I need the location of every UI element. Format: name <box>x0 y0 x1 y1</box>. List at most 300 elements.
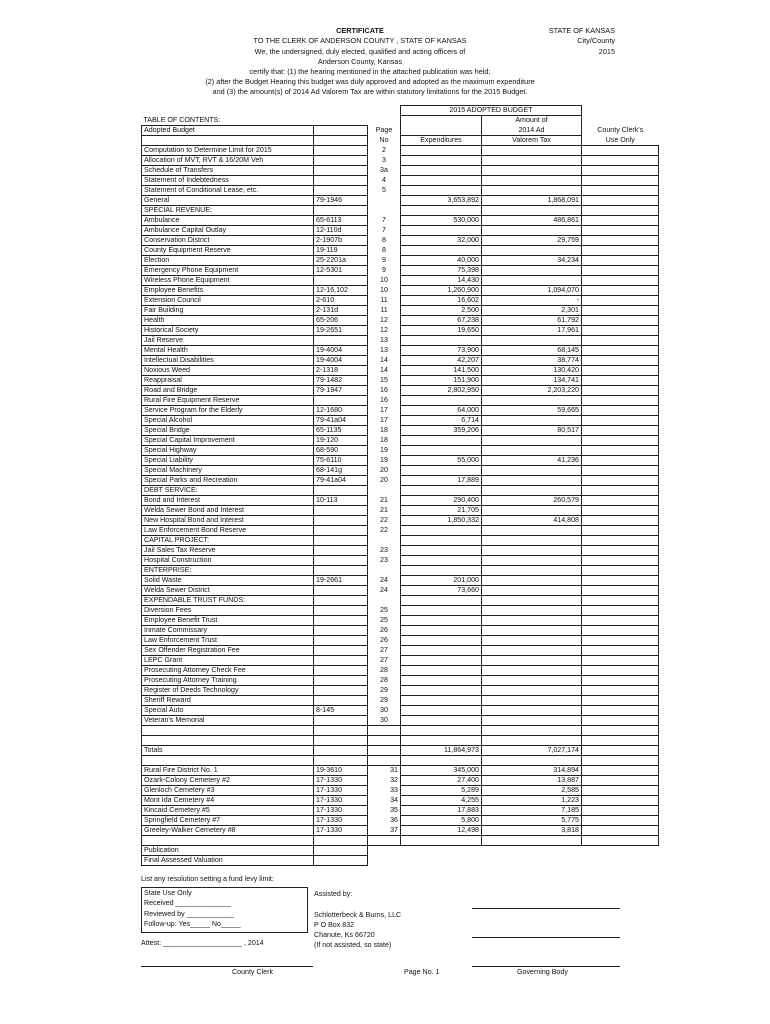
page-number: 14 <box>368 365 401 375</box>
tax-value <box>482 635 582 645</box>
expenditure-value <box>401 675 482 685</box>
expenditure-value <box>401 705 482 715</box>
tax-value: 17,961 <box>482 325 582 335</box>
page-number: 7 <box>368 215 401 225</box>
clerk-use-cell <box>582 535 659 545</box>
tax-value: 2,585 <box>482 785 582 795</box>
expenditure-value <box>401 145 482 155</box>
fund-name: Ambulance <box>142 215 314 225</box>
tax-value <box>482 565 582 575</box>
clerk-use-cell <box>582 495 659 505</box>
fund-name: Emergency Phone Equipment <box>142 265 314 275</box>
table-row <box>142 545 659 555</box>
statute-code: 17-1330 <box>314 785 368 795</box>
table-row <box>142 295 659 305</box>
tax-value <box>482 485 582 495</box>
assisted-line-1: Schlotterbeck & Burns, LLC <box>314 911 402 919</box>
statute-code: 17-1330 <box>314 825 368 835</box>
blank-cell <box>368 835 401 845</box>
blank-cell <box>482 755 582 765</box>
statute-code: 65-1135 <box>314 425 368 435</box>
expenditure-value: 2,500 <box>401 305 482 315</box>
page-number: 25 <box>368 615 401 625</box>
table-row <box>142 345 659 355</box>
clerk-use-cell <box>582 585 659 595</box>
table-row <box>142 265 659 275</box>
totals-page <box>368 745 401 755</box>
statute-code: 19-4004 <box>314 345 368 355</box>
fund-name: Health <box>142 315 314 325</box>
expenditure-value <box>401 445 482 455</box>
page-number: 10 <box>368 275 401 285</box>
expenditure-value: 2,802,950 <box>401 385 482 395</box>
clerk-use-cell <box>582 365 659 375</box>
table-row <box>142 425 659 435</box>
state-use-line-4: Follow-up: Yes_____ No_____ <box>144 920 241 928</box>
table-row <box>142 155 659 165</box>
statute-code <box>314 615 368 625</box>
clerk-use-cell <box>582 405 659 415</box>
expenditure-value: 5,800 <box>401 815 482 825</box>
statute-code: 25-2201a <box>314 255 368 265</box>
statute-code: 79-1947 <box>314 385 368 395</box>
tax-value <box>482 545 582 555</box>
expenditure-value <box>401 175 482 185</box>
expenditure-value: 73,660 <box>401 585 482 595</box>
page-number <box>368 485 401 495</box>
page-number <box>368 195 401 205</box>
statute-code: 65-6113 <box>314 215 368 225</box>
fund-name: Service Program for the Elderly <box>142 405 314 415</box>
page-number <box>368 535 401 545</box>
expenditure-value <box>401 595 482 605</box>
blank-cell <box>142 835 314 845</box>
tax-value <box>482 225 582 235</box>
tax-value <box>482 205 582 215</box>
expenditure-value <box>401 535 482 545</box>
expenditure-value <box>401 635 482 645</box>
table-row <box>142 515 659 525</box>
tax-value <box>482 155 582 165</box>
clerk-use-cell <box>582 685 659 695</box>
table-row <box>142 215 659 225</box>
statute-code: 2-1318 <box>314 365 368 375</box>
fund-name: Statement of Indebtedness <box>142 175 314 185</box>
tax-value <box>482 505 582 515</box>
statute-code <box>314 565 368 575</box>
statute-code <box>314 175 368 185</box>
statute-code <box>314 335 368 345</box>
blank-cell <box>314 835 368 845</box>
page-number: 27 <box>368 645 401 655</box>
statute-code: 17-1330 <box>314 775 368 785</box>
statute-code <box>314 395 368 405</box>
statute-code: 8-145 <box>314 705 368 715</box>
page-number: 22 <box>368 515 401 525</box>
table-row <box>142 605 659 615</box>
page-number: 4 <box>368 175 401 185</box>
expenditure-value: 17,889 <box>401 475 482 485</box>
expenditure-value <box>401 715 482 725</box>
tax-value <box>482 645 582 655</box>
expenditure-value: 21,705 <box>401 505 482 515</box>
fund-name: Intellectual Disabilities <box>142 355 314 365</box>
page-number: 30 <box>368 715 401 725</box>
tax-value: 1,868,091 <box>482 195 582 205</box>
page-number: 26 <box>368 635 401 645</box>
fund-name: Statement of Conditional Lease, etc. <box>142 185 314 195</box>
expenditure-value <box>401 395 482 405</box>
fund-name: Prosecuting Attorney Training <box>142 675 314 685</box>
clerk-use-cell <box>582 185 659 195</box>
statute-code <box>314 595 368 605</box>
amount-header-3: Valorem Tax <box>482 135 582 145</box>
clerk-use-cell <box>582 595 659 605</box>
fund-name: Hospital Construction <box>142 555 314 565</box>
clerk-use-cell <box>582 335 659 345</box>
tax-value <box>482 445 582 455</box>
fund-name: Mont Ida Cemetery #4 <box>142 795 314 805</box>
totals-label: Totals <box>142 745 314 755</box>
state-use-box <box>141 887 308 933</box>
expenditure-value: 151,900 <box>401 375 482 385</box>
expenditure-value <box>401 245 482 255</box>
table-row <box>142 465 659 475</box>
clerk-use-cell <box>582 645 659 655</box>
clerk-use-cell <box>582 255 659 265</box>
budget-table <box>141 105 659 866</box>
clerk-use-cell <box>582 345 659 355</box>
expenditure-value <box>401 655 482 665</box>
tax-value <box>482 465 582 475</box>
footer-row-value <box>314 855 368 865</box>
fund-name: Prosecuting Attorney Check Fee <box>142 665 314 675</box>
table-row <box>142 165 659 175</box>
final-valuation-label: Final Assessed Valuation <box>142 855 314 865</box>
statute-code <box>314 485 368 495</box>
page-number: 25 <box>368 605 401 615</box>
tax-value <box>482 615 582 625</box>
certify-line-3: and (3) the amount(s) of 2014 Ad Valorem Tax are within statutory limitations for the 2015 Budget. <box>212 87 528 96</box>
fund-name: General <box>142 195 314 205</box>
expenditure-value <box>401 605 482 615</box>
totals-code <box>314 745 368 755</box>
assisted-line-3: Chanute, Ks 66720 <box>314 931 375 939</box>
statute-code: 65-206 <box>314 315 368 325</box>
statute-code: 79-1946 <box>314 195 368 205</box>
fund-name: Greeley-Walker Cemetery #8 <box>142 825 314 835</box>
table-row <box>142 575 659 585</box>
page-number: 17 <box>368 415 401 425</box>
fund-name: New Hospital Bond and Interest <box>142 515 314 525</box>
assisted-line-2: P O Box 832 <box>314 921 355 929</box>
fund-name: Reappraisal <box>142 375 314 385</box>
table-row <box>142 405 659 415</box>
fund-name: Springfield Cemetery #7 <box>142 815 314 825</box>
tax-value <box>482 275 582 285</box>
table-row <box>142 585 659 595</box>
expenditure-value: 290,400 <box>401 495 482 505</box>
blank-cell <box>582 735 659 745</box>
page-number: 12 <box>368 315 401 325</box>
page-number: 14 <box>368 355 401 365</box>
fund-name: Special Machinery <box>142 465 314 475</box>
statute-code <box>314 545 368 555</box>
clerk-use-cell <box>582 635 659 645</box>
statute-code: 75-6110 <box>314 455 368 465</box>
table-row <box>142 765 659 775</box>
totals-expenditures: 11,864,973 <box>401 745 482 755</box>
clerk-use-cell <box>582 145 659 155</box>
page-number: 3 <box>368 155 401 165</box>
expenditure-value <box>401 335 482 345</box>
blank-cell <box>401 725 482 735</box>
expenditure-value: 64,000 <box>401 405 482 415</box>
table-row <box>142 255 659 265</box>
clerk-use-cell <box>582 715 659 725</box>
clerk-use-cell <box>582 355 659 365</box>
table-row <box>142 505 659 515</box>
state-type: City/County <box>577 36 615 46</box>
statute-code: 79-41a04 <box>314 475 368 485</box>
fund-name: SPECIAL REVENUE: <box>142 205 314 215</box>
tax-value: 7,185 <box>482 805 582 815</box>
expenditures-header: Expenditures <box>401 135 482 145</box>
table-row <box>142 615 659 625</box>
page-number: 9 <box>368 265 401 275</box>
statute-code <box>314 585 368 595</box>
table-row <box>142 385 659 395</box>
fund-name: Special Liability <box>142 455 314 465</box>
fund-name: Sex Offender Registration Fee <box>142 645 314 655</box>
tax-value: 1,094,070 <box>482 285 582 295</box>
table-row <box>142 285 659 295</box>
tax-value: 3,818 <box>482 825 582 835</box>
fund-name: Extension Council <box>142 295 314 305</box>
expenditure-value: 201,000 <box>401 575 482 585</box>
clerk-use-cell <box>582 325 659 335</box>
tax-value: 130,420 <box>482 365 582 375</box>
blank-row <box>142 835 659 845</box>
expenditure-value <box>401 155 482 165</box>
tax-value: 29,759 <box>482 235 582 245</box>
blank-cell <box>142 735 314 745</box>
signature-line-2 <box>472 937 620 938</box>
table-row <box>142 195 659 205</box>
adopted-budget-label: Adopted Budget <box>142 125 314 135</box>
page-number: 34 <box>368 795 401 805</box>
expenditure-value: 359,206 <box>401 425 482 435</box>
table-row <box>142 775 659 785</box>
fund-name: Law Enforcement Bond Reserve <box>142 525 314 535</box>
page-number: 3a <box>368 165 401 175</box>
page-number: 33 <box>368 785 401 795</box>
clerk-use-cell <box>582 385 659 395</box>
table-row <box>142 655 659 665</box>
expenditure-value: 12,498 <box>401 825 482 835</box>
clerk-use-cell <box>582 605 659 615</box>
totals-row <box>142 745 659 755</box>
fund-name: Diversion Fees <box>142 605 314 615</box>
clerk-use-cell <box>582 295 659 305</box>
fund-name: Law Enforcement Trust <box>142 635 314 645</box>
header-line-1: TO THE CLERK OF ANDERSON COUNTY , STATE OF KANSAS <box>253 36 467 46</box>
table-row <box>142 375 659 385</box>
fund-name: EXPENDABLE TRUST FUNDS: <box>142 595 314 605</box>
blank-cell <box>142 725 314 735</box>
expenditure-value <box>401 435 482 445</box>
statute-code <box>314 515 368 525</box>
clerk-use-cell <box>582 285 659 295</box>
table-row <box>142 785 659 795</box>
page-number: 29 <box>368 695 401 705</box>
tax-value <box>482 695 582 705</box>
clerk-use-cell <box>582 265 659 275</box>
blank-cell <box>314 755 368 765</box>
clerk-use-cell <box>582 555 659 565</box>
clerk-header-1: County Clerk's <box>597 126 644 134</box>
clerk-use-cell <box>582 825 659 835</box>
footer-row-value <box>314 845 368 855</box>
table-row <box>142 325 659 335</box>
page-number: 21 <box>368 495 401 505</box>
tax-value: - <box>482 295 582 305</box>
page-number: 23 <box>368 555 401 565</box>
expenditure-value <box>401 645 482 655</box>
clerk-use-cell <box>582 665 659 675</box>
tax-value <box>482 655 582 665</box>
tax-value: 314,894 <box>482 765 582 775</box>
page-number <box>368 205 401 215</box>
table-row <box>142 825 659 835</box>
publication-label: Publication <box>142 845 314 855</box>
clerk-use-cell <box>582 375 659 385</box>
page-number: 22 <box>368 525 401 535</box>
page-number: 28 <box>368 675 401 685</box>
expenditure-value <box>401 525 482 535</box>
page-number: 28 <box>368 665 401 675</box>
table-row <box>142 715 659 725</box>
page-number <box>368 595 401 605</box>
fund-name: Solid Waste <box>142 575 314 585</box>
statute-code: 19-119 <box>314 245 368 255</box>
tax-value <box>482 535 582 545</box>
statute-code <box>314 645 368 655</box>
page-number: 13 <box>368 345 401 355</box>
statute-code: 12-110d <box>314 225 368 235</box>
table-row <box>142 525 659 535</box>
totals-tax: 7,027,174 <box>482 745 582 755</box>
page-number: 15 <box>368 375 401 385</box>
state-use-line-1: State Use Only <box>144 889 192 897</box>
page-number: 10 <box>368 285 401 295</box>
expenditure-value <box>401 695 482 705</box>
fund-name: Noxious Weed <box>142 365 314 375</box>
fund-name: CAPITAL PROJECT: <box>142 535 314 545</box>
expenditure-value: 75,398 <box>401 265 482 275</box>
statute-code <box>314 535 368 545</box>
clerk-use-cell <box>582 305 659 315</box>
expenditure-value <box>401 665 482 675</box>
statute-code <box>314 145 368 155</box>
expenditure-value <box>401 205 482 215</box>
tax-value <box>482 175 582 185</box>
table-row <box>142 475 659 485</box>
blank-row <box>142 755 659 765</box>
table-row <box>142 175 659 185</box>
expenditure-value: 345,000 <box>401 765 482 775</box>
fund-name: Kincaid Cemetery #5 <box>142 805 314 815</box>
clerk-use-cell <box>582 415 659 425</box>
expenditure-value: 6,714 <box>401 415 482 425</box>
page-header-1: Page <box>368 125 401 135</box>
expenditure-value <box>401 545 482 555</box>
tax-value: 59,665 <box>482 405 582 415</box>
clerk-use-cell <box>582 225 659 235</box>
clerk-use-cell <box>582 795 659 805</box>
fund-name: Rural Fire Equipment Reserve <box>142 395 314 405</box>
certify-line-2: (2) after the Budget Hearing this budget was duly approved and adopted as the maximum expenditure <box>205 77 535 86</box>
clerk-use-cell <box>582 565 659 575</box>
blank-row <box>142 725 659 735</box>
expenditure-value <box>401 465 482 475</box>
fund-name: LEPC Grant <box>142 655 314 665</box>
table-row <box>142 355 659 365</box>
table-row <box>142 555 659 565</box>
statute-code: 12-5301 <box>314 265 368 275</box>
page-number: 9 <box>368 255 401 265</box>
tax-value: 61,792 <box>482 315 582 325</box>
clerk-use-cell <box>582 205 659 215</box>
tax-value <box>482 265 582 275</box>
table-row <box>142 275 659 285</box>
expenditure-value: 4,255 <box>401 795 482 805</box>
fund-name: Jail Sales Tax Reserve <box>142 545 314 555</box>
fund-name: ENTERPRISE: <box>142 565 314 575</box>
tax-value: 80,517 <box>482 425 582 435</box>
tax-value <box>482 555 582 565</box>
expenditure-value: 3,653,892 <box>401 195 482 205</box>
page-number: 36 <box>368 815 401 825</box>
tax-value: 260,579 <box>482 495 582 505</box>
expenditure-value: 141,500 <box>401 365 482 375</box>
tax-value <box>482 435 582 445</box>
statute-code <box>314 655 368 665</box>
tax-value: 68,145 <box>482 345 582 355</box>
clerk-use-cell <box>582 455 659 465</box>
statute-code <box>314 695 368 705</box>
page-number: 19 <box>368 455 401 465</box>
tax-value: 134,741 <box>482 375 582 385</box>
fund-name: Sheriff Reward <box>142 695 314 705</box>
page-number: 5 <box>368 185 401 195</box>
clerk-use-cell <box>582 425 659 435</box>
fund-name: Welda Sewer District <box>142 585 314 595</box>
clerk-use-cell <box>582 655 659 665</box>
statute-code: 68-590 <box>314 445 368 455</box>
statute-code: 2-131d <box>314 305 368 315</box>
table-row <box>142 685 659 695</box>
header-line-3: Anderson County, Kansas <box>317 57 403 67</box>
statute-code: 19-2651 <box>314 325 368 335</box>
tax-value <box>482 665 582 675</box>
fund-name: Glenloch Cemetery #3 <box>142 785 314 795</box>
fund-name: Wireless Phone Equipment <box>142 275 314 285</box>
tax-value: 13,887 <box>482 775 582 785</box>
clerk-use-cell <box>582 275 659 285</box>
blank-cell <box>368 735 401 745</box>
table-row <box>142 535 659 545</box>
